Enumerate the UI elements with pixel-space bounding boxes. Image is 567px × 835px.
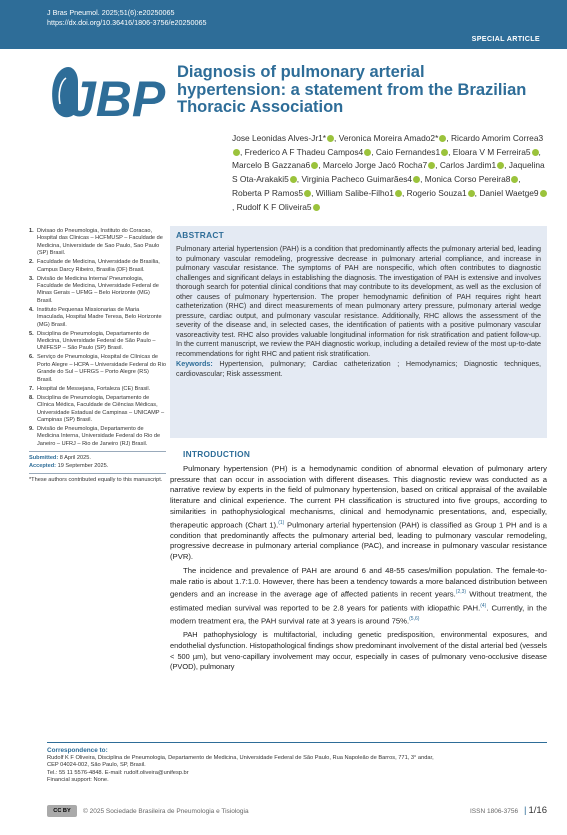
orcid-icon[interactable]: [532, 149, 539, 156]
affiliation-text: Serviço de Pneumologia, Hospital de Clínicas de Porto Alegre – HCPA – Universidade Federal do Rio Grande do Sul – UFRGS – Porto Alegre (RS) Brasil.: [37, 354, 166, 383]
affiliation-number: 5.: [29, 330, 34, 337]
affiliation-text: Divisao do Pneumologia, Instituto do Coracao, Hospital das Clinicas – HCFMUSP – Faculdade de Medicina, Universidade de Sao Paulo, Sao Paulo (SP) Brasil.: [37, 228, 163, 257]
author-name: Roberta P Ramos5: [232, 187, 304, 198]
page-separator: |: [524, 805, 527, 816]
correspondence-block: [47, 742, 547, 785]
logo-text: JBP: [68, 71, 166, 127]
reference-link[interactable]: (2,3): [455, 589, 467, 596]
affiliation-number: 8.: [29, 394, 34, 401]
author-name: Daniel Waetge9: [479, 187, 539, 198]
affiliation-number: 9.: [29, 425, 34, 432]
author-name: Jose Leonidas Alves-Jr1*: [232, 133, 327, 143]
financial-support: Financial support: None.: [47, 777, 109, 784]
affiliation-text: Instituto Pequenas Missionarias de Maria Imaculada, Hospital Madre Teresa, Belo Horizonte (MG) Brasil.: [37, 306, 162, 328]
page-number: [524, 805, 547, 816]
equal-contribution-note: *These authors contributed equally to this manuscript.: [29, 473, 166, 484]
intro-paragraph-2: [170, 566, 547, 627]
affiliation-number: 3.: [29, 275, 34, 282]
orcid-icon[interactable]: [540, 190, 547, 197]
affiliation-number: 6.: [29, 354, 34, 361]
author-name: Carlos Jardim1: [439, 160, 497, 171]
orcid-icon[interactable]: [413, 176, 420, 183]
orcid-icon[interactable]: [311, 162, 318, 169]
author-name: Rudolf K F Oliveira5: [236, 201, 312, 212]
author-name: William Salibe-Filho1: [315, 187, 394, 198]
intro-p2-text-b: Without treatment, the estimated median survival was reported to be 2.8 years for patients with idiopathic PAH.: [170, 589, 548, 613]
orcid-icon[interactable]: [441, 149, 448, 156]
journal-citation: J Bras Pneumol. 2025;51(6):e20250065: [47, 8, 175, 17]
article-title: Diagnosis of pulmonary arterial hypertension: a statement from the Brazilian Thoracic Association: [177, 63, 527, 116]
doi-link[interactable]: https://dx.doi.org/10.36416/1806-3756/e20250065: [47, 18, 207, 27]
correspondence-line: Rudolf K F Oliveira, Disciplina de Pneumologia, Departamento de Medicina, Universidade Federal de São Paulo, Rua Napoleão de Barros, 771, 3° andar,: [47, 754, 434, 761]
affiliation-item: [29, 354, 166, 384]
orcid-icon[interactable]: [395, 190, 402, 197]
journal-header-band: [0, 0, 567, 49]
affiliation-item: [29, 395, 166, 425]
affiliation-number: 1.: [29, 228, 34, 234]
affiliation-text: Hospital de Messejana, Fortaleza (CE) Brasil.: [37, 385, 151, 392]
abstract-heading: ABSTRACT: [176, 230, 225, 240]
reference-link[interactable]: (5,6): [409, 615, 420, 622]
intro-p2-text-a: The incidence and prevalence of PAH are around 6 and 48-55 cases/million population. The female-to-male ratio is about 1.7:1.0. However, there has been a tendency towards a more balanced distribution between genders and an increase in the average age of affected patients in recent years.: [170, 565, 547, 599]
section-label: SPECIAL ARTICLE: [471, 34, 540, 43]
author-name: Marcelo B Gazzana6: [232, 160, 311, 171]
affiliation-text: Disciplina de Pneumologia, Departamento de Medicina, Universidade Federal de São Paulo – UNIFESP – São Paulo (SP) Brasil.: [37, 330, 156, 352]
author-name: Caio Fernandes1: [375, 146, 441, 157]
affiliation-item: [29, 228, 166, 258]
keywords: [176, 359, 541, 378]
abstract-text: Pulmonary arterial hypertension (PAH) is a condition that predominantly affects the pulmonary arterial bed, leading to pulmonary vascular remodeling, progressive decrease in pulmonary arterial compliance, and increase in pulmonary vascular resistance. The symptoms of PAH are nonspecific, which often contributes to diagnostic challenges and significant delays in establishing the diagnosis. The investigation of PAH is extensive and involves thorough search for potential clinical conditions that may contribute to its development, as well as the exclusion of other causes of pulmonary hypertension. The proper hemodynamic definition of PAH requires right heart catheterization (RHC) and direct measurements of mean pulmonary artery pressure, pulmonary arterial wedge pressure, cardiac output, and pulmonary vascular resistance. Additionally, RHC allows the assessment of the severity of the disease and, in selected cases, the identification of patients with a positive pulmonary vascular vasoreactivity test. RHC also provides valuable longitudinal information for risk stratification and patient follow-up. In the current manuscript, we review the PAH diagnostic workup, including a detailed review of the most up-to-date recommendations for right RHC and patient risk stratification.: [176, 244, 541, 358]
orcid-icon[interactable]: [511, 176, 518, 183]
author-name: Marcelo Jorge Jacó Rocha7: [322, 160, 428, 171]
affiliation-item: [29, 259, 166, 274]
orcid-icon[interactable]: [428, 162, 435, 169]
affiliations-column: [29, 228, 166, 484]
affiliation-number: 7.: [29, 385, 34, 392]
affiliation-item: [29, 426, 166, 448]
orcid-icon[interactable]: [364, 149, 371, 156]
intro-paragraph-1: [170, 464, 547, 563]
page-footer: [47, 805, 547, 819]
affiliation-text: Faculdade de Medicina, Universidade de Brasilia, Campus Darcy Ribeiro, Brasilia (DF) Brasil.: [37, 259, 160, 273]
affiliation-number: 4.: [29, 306, 34, 313]
accepted-date: 19 September 2025.: [57, 462, 109, 469]
intro-p2-text-c: . Currently, in the modern treatment era, the PAH survival rate at 3 years is around 75%.: [170, 603, 547, 626]
accepted-label: Accepted:: [29, 462, 57, 469]
keywords-text: Hypertension, pulmonary; Cardiac catheterization ; Hemodynamics; Diagnostic techniques, cardiovascular; Risk assessment.: [176, 359, 541, 378]
intro-p1-text-b: Pulmonary arterial hypertension (PAH) is classified as Group 1 PH and is a condition that predominantly affects the pulmonary arterial bed, leading to pulmonary vascular remodeling, progressive decrease in pulmonary arterial compliance (PAC), and increase in pulmonary vascular resistance (PVR).: [170, 520, 547, 562]
orcid-icon[interactable]: [468, 190, 475, 197]
cc-license-badge[interactable]: CC BY: [47, 805, 77, 817]
intro-p1-text-a: Pulmonary hypertension (PH) is a hemodynamic condition of abnormal elevation of pulmonary artery pressure that can occur in association with different diseases. This diagnostic review was conducted as a narrative review by experts in the field of pulmonary hypertension, based on critical appraisal of the available literature and clinical experience. The current PH classification is structured into five groups, according to similarities in pathophysiological mechanisms, clinical and hemodynamic presentations, and, especially, therapeutic approach (Chart 1).: [170, 464, 547, 530]
correspondence-contact[interactable]: Tel.: 55 11 5576-4848. E-mail: rudolf.oliveira@unifesp.br: [47, 769, 189, 776]
orcid-icon[interactable]: [327, 135, 334, 142]
orcid-icon[interactable]: [304, 190, 311, 197]
introduction-heading: INTRODUCTION: [183, 449, 251, 459]
author-name: Virginia Pacheco Guimarães4: [301, 174, 413, 185]
reference-link[interactable]: (4): [480, 602, 487, 609]
affiliation-item: [29, 307, 166, 329]
correspondence-line: CEP 04024-002, São Paulo, SP, Brasil.: [47, 762, 146, 769]
submitted-label: Submitted:: [29, 455, 59, 462]
affiliation-item: [29, 276, 166, 306]
author-list: Jose Leonidas Alves-Jr1* , Veronica Moreira Amado2* , Ricardo Amorim Correa3, Frederico A F Thadeu Campos4 , Caio Fernandes1 , Eloara V M Ferreira5 , Marcelo B Gazzana6 , Marcelo Jorge Jacó Rocha7 , Carlos Jardim1 , Jaquelina S Ota-Arakaki5 , Virginia Pacheco Guimarães4 , Monica Corso Pereira8 , Roberta P Ramos5 , William Salibe-Filho1 , Rogerio Souza1 , Daniel Waetge9, Rudolf K F Oliveira5: [232, 133, 545, 212]
orcid-icon[interactable]: [233, 149, 240, 156]
keywords-label: Keywords:: [176, 359, 213, 368]
orcid-icon[interactable]: [497, 162, 504, 169]
affiliation-item: [29, 331, 166, 353]
author-name: Ricardo Amorim Correa3: [450, 133, 544, 143]
orcid-icon[interactable]: [439, 135, 446, 142]
copyright-text: © 2025 Sociedade Brasileira de Pneumologia e Tisiologia: [83, 808, 249, 815]
author-name: Jaquelina S Ota-Arakaki5: [232, 160, 545, 185]
affiliation-number: 2.: [29, 259, 34, 266]
affiliation-text: Disciplina de Pneumologia, Departamento de Clínica Médica, Faculdade de Ciências Médicas, Universidade Estadual de Campinas – UNICAMP – Campinas (SP) Brasil.: [37, 394, 165, 423]
page-number-text: 1/16: [528, 805, 547, 816]
intro-paragraph-3: PAH pathophysiology is multifactorial, including genetic predisposition, environmental exposures, and endothelial dysfunction. Histopathological findings show predominant involvement of the distal arterial bed (vessels < 500 µm), but veno-capillary involvement may occur, especially in cases of pulmonary veno-occlusive disease (PVOD), pulmonary: [170, 630, 547, 672]
abstract-box: [170, 226, 547, 438]
author-name: Frederico A F Thadeu Campos4: [244, 146, 364, 157]
citation-block: [47, 8, 206, 28]
jbp-logo-icon: [46, 60, 166, 130]
author-name: Eloara V M Ferreira5: [452, 146, 531, 157]
correspondence-label: Correspondence to:: [47, 747, 108, 754]
author-name: Rogerio Souza1: [406, 187, 467, 198]
affiliation-text: Divisão de Medicina Interna/ Pneumologia, Faculdade de Medicina, Universidade Federal de Minas Gerais – UFMG – Belo Horizonte (MG) Brasil.: [37, 275, 159, 304]
issn-text: ISSN 1806-3756: [470, 808, 519, 815]
author-name: Monica Corso Pereira8: [424, 174, 511, 185]
introduction-section: [170, 449, 547, 676]
jbp-lung-logo: [46, 60, 166, 130]
affiliation-text: Divisão de Pneumologia, Departamento de Medicina Interna, Universidade Federal do Rio de Janeiro – UFRJ – Rio de Janeiro (RJ) Brasil.: [37, 425, 161, 447]
orcid-icon[interactable]: [290, 176, 297, 183]
affiliation-item: [29, 386, 166, 393]
author-name: Veronica Moreira Amado2*: [338, 133, 439, 143]
orcid-icon[interactable]: [313, 204, 320, 211]
submission-dates: [29, 451, 166, 470]
reference-link[interactable]: (1): [278, 519, 285, 526]
affiliation-list: [29, 228, 166, 448]
submitted-date: 8 April 2025.: [59, 455, 91, 462]
